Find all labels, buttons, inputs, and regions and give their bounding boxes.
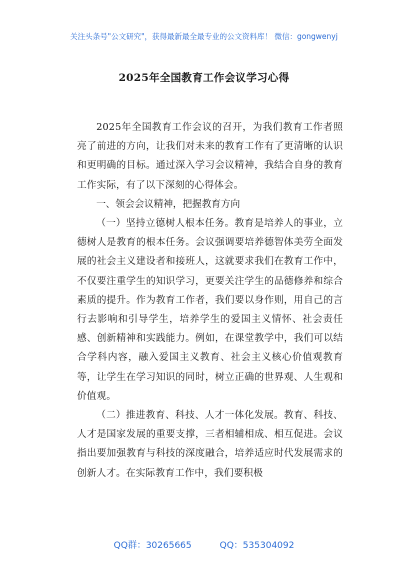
footer-qq-group: QQ群：30265665 (113, 541, 192, 551)
intro-paragraph: 2025年全国教育工作会议的召开，为我们教育工作者照亮了前进的方向，让我们对未来的教育工作有了更清晰的认识和更明确的目标。通过深入学习会议精神，我结合自身的教育工作实际，有了以下深刻的心得体会。 (77, 122, 343, 191)
body-paragraph-2: （二）推进教育、科技、人才一体化发展。教育、科技、人才是国家发展的重要支撑，三者相辅相成、相互促进。会议指出要加强教育与科技的深度融合，培养适应时代发展需求的创新人才。在实际教育工作中，我们要积极 (77, 410, 343, 479)
document-body (77, 118, 343, 483)
footer-contact (0, 538, 408, 551)
footer-qq: QQ：535304092 (219, 541, 295, 551)
section-heading: 一、领会会议精神，把握教育方向 (96, 198, 241, 210)
header-promo-note: 关注头条号"公文研究"，获得最新最全最专业的公文资料库！ 微信：gongwenyj (70, 32, 338, 41)
body-paragraph-1: （一）坚持立德树人根本任务。教育是培养人的事业，立德树人是教育的根本任务。会议强调要培养德智体美劳全面发展的社会主义建设者和接班人，这就要求我们在教育工作中，不仅要注重学生的知识学习，更要关注学生的品德修养和综合素质的提升。作为教育工作者，我们要以身作则，用自己的言行去影响和引导学生，培养学生的爱国主义情怀、社会责任感、创新精神和实践能力。例如，在课堂教学中，我们可以结合学科内容，融入爱国主义教育、社会主义核心价值观教育等，让学生在学习知识的同时，树立正确的世界观、人生观和价值观。 (77, 218, 343, 402)
document-title: 2025年全国教育工作会议学习心得 (118, 72, 290, 84)
